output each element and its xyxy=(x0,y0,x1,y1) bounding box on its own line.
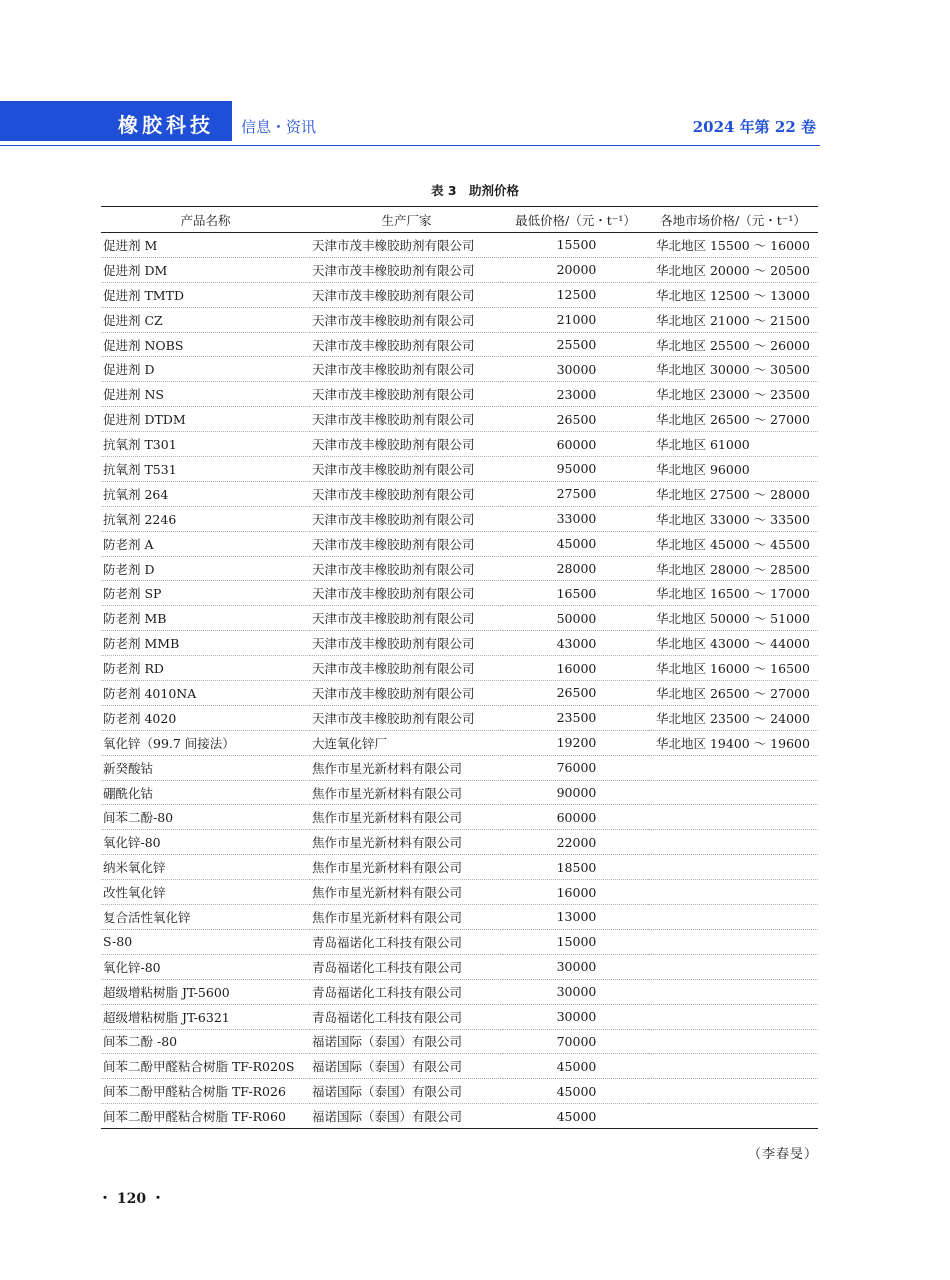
cell-market-price xyxy=(648,880,818,905)
cell-product-name: 防老剂 SP xyxy=(101,581,310,606)
table-row xyxy=(101,681,818,706)
cell-product-name: 防老剂 D xyxy=(101,556,310,581)
cell-product-name: 抗氧剂 2246 xyxy=(101,506,310,531)
cell-product-name: 防老剂 A xyxy=(101,531,310,556)
cell-min-price: 30000 xyxy=(503,1004,648,1029)
author-credit: （李春旻） xyxy=(747,1147,818,1162)
table-row xyxy=(101,954,818,979)
cell-market-price: 华北地区 23000 ～ 23500 xyxy=(648,382,818,407)
cell-product-name: 促进剂 TMTD xyxy=(101,282,310,307)
cell-market-price: 华北地区 16000 ～ 16500 xyxy=(648,656,818,681)
table-row xyxy=(101,656,818,681)
cell-manufacturer: 天津市茂丰橡胶助剂有限公司 xyxy=(310,307,503,332)
table-row xyxy=(101,407,818,432)
column-header-product: 产品名称 xyxy=(101,207,310,233)
cell-min-price: 21000 xyxy=(503,307,648,332)
cell-market-price xyxy=(648,954,818,979)
table-row xyxy=(101,307,818,332)
cell-manufacturer: 天津市茂丰橡胶助剂有限公司 xyxy=(310,681,503,706)
table-row xyxy=(101,556,818,581)
cell-product-name: 促进剂 NOBS xyxy=(101,332,310,357)
table-row xyxy=(101,830,818,855)
cell-product-name: 间苯二酚甲醛粘合树脂 TF-R020S xyxy=(101,1054,310,1079)
table-row xyxy=(101,880,818,905)
cell-manufacturer: 天津市茂丰橡胶助剂有限公司 xyxy=(310,556,503,581)
table-row xyxy=(101,705,818,730)
table-header-row xyxy=(101,207,818,233)
cell-market-price: 华北地区 12500 ～ 13000 xyxy=(648,282,818,307)
cell-manufacturer: 天津市茂丰橡胶助剂有限公司 xyxy=(310,382,503,407)
table-row xyxy=(101,805,818,830)
cell-market-price xyxy=(648,805,818,830)
cell-market-price xyxy=(648,855,818,880)
cell-market-price: 华北地区 23500 ～ 24000 xyxy=(648,705,818,730)
cell-manufacturer: 天津市茂丰橡胶助剂有限公司 xyxy=(310,457,503,482)
cell-product-name: 抗氧剂 T531 xyxy=(101,457,310,482)
cell-min-price: 25500 xyxy=(503,332,648,357)
cell-manufacturer: 福诺国际（泰国）有限公司 xyxy=(310,1104,503,1129)
table-row xyxy=(101,1054,818,1079)
section-label: 信息・资讯 xyxy=(241,118,317,136)
cell-market-price: 华北地区 33000 ～ 33500 xyxy=(648,506,818,531)
cell-min-price: 95000 xyxy=(503,457,648,482)
cell-market-price: 华北地区 15500 ～ 16000 xyxy=(648,233,818,258)
table-row xyxy=(101,730,818,755)
cell-min-price: 13000 xyxy=(503,905,648,930)
cell-market-price xyxy=(648,1079,818,1104)
cell-min-price: 18500 xyxy=(503,855,648,880)
cell-product-name: 复合活性氧化锌 xyxy=(101,905,310,930)
cell-manufacturer: 焦作市星光新材料有限公司 xyxy=(310,805,503,830)
cell-min-price: 20000 xyxy=(503,257,648,282)
table-row xyxy=(101,855,818,880)
cell-market-price: 华北地区 21000 ～ 21500 xyxy=(648,307,818,332)
cell-market-price: 华北地区 43000 ～ 44000 xyxy=(648,631,818,656)
cell-min-price: 50000 xyxy=(503,606,648,631)
cell-product-name: 抗氧剂 T301 xyxy=(101,432,310,457)
cell-manufacturer: 天津市茂丰橡胶助剂有限公司 xyxy=(310,407,503,432)
cell-min-price: 23500 xyxy=(503,705,648,730)
table-body xyxy=(101,233,818,1129)
cell-product-name: 防老剂 MMB xyxy=(101,631,310,656)
cell-market-price: 华北地区 16500 ～ 17000 xyxy=(648,581,818,606)
cell-min-price: 15500 xyxy=(503,233,648,258)
cell-product-name: 促进剂 NS xyxy=(101,382,310,407)
cell-manufacturer: 天津市茂丰橡胶助剂有限公司 xyxy=(310,531,503,556)
cell-min-price: 70000 xyxy=(503,1029,648,1054)
cell-manufacturer: 天津市茂丰橡胶助剂有限公司 xyxy=(310,631,503,656)
cell-min-price: 60000 xyxy=(503,805,648,830)
header-rule xyxy=(232,145,820,146)
table-row xyxy=(101,1004,818,1029)
cell-min-price: 43000 xyxy=(503,631,648,656)
table-row xyxy=(101,929,818,954)
table-row xyxy=(101,432,818,457)
cell-product-name: 促进剂 M xyxy=(101,233,310,258)
cell-market-price xyxy=(648,1104,818,1129)
cell-min-price: 23000 xyxy=(503,382,648,407)
cell-manufacturer: 天津市茂丰橡胶助剂有限公司 xyxy=(310,606,503,631)
cell-product-name: 氧化锌（99.7 间接法） xyxy=(101,730,310,755)
cell-manufacturer: 青岛福诺化工科技有限公司 xyxy=(310,979,503,1004)
cell-market-price: 华北地区 96000 xyxy=(648,457,818,482)
cell-manufacturer: 天津市茂丰橡胶助剂有限公司 xyxy=(310,432,503,457)
cell-market-price: 华北地区 50000 ～ 51000 xyxy=(648,606,818,631)
cell-manufacturer: 福诺国际（泰国）有限公司 xyxy=(310,1079,503,1104)
cell-min-price: 28000 xyxy=(503,556,648,581)
table-row xyxy=(101,506,818,531)
cell-product-name: 间苯二酚 -80 xyxy=(101,1029,310,1054)
cell-market-price: 华北地区 26500 ～ 27000 xyxy=(648,407,818,432)
cell-min-price: 19200 xyxy=(503,730,648,755)
table-row xyxy=(101,780,818,805)
table-row xyxy=(101,606,818,631)
cell-min-price: 16500 xyxy=(503,581,648,606)
cell-manufacturer: 天津市茂丰橡胶助剂有限公司 xyxy=(310,481,503,506)
cell-manufacturer: 焦作市星光新材料有限公司 xyxy=(310,780,503,805)
cell-product-name: 抗氧剂 264 xyxy=(101,481,310,506)
cell-min-price: 12500 xyxy=(503,282,648,307)
cell-product-name: 间苯二酚-80 xyxy=(101,805,310,830)
cell-market-price: 华北地区 25500 ～ 26000 xyxy=(648,332,818,357)
table-row xyxy=(101,1029,818,1054)
cell-manufacturer: 天津市茂丰橡胶助剂有限公司 xyxy=(310,581,503,606)
cell-min-price: 33000 xyxy=(503,506,648,531)
cell-product-name: 防老剂 MB xyxy=(101,606,310,631)
table-row xyxy=(101,357,818,382)
header-rule-left xyxy=(0,145,232,146)
cell-manufacturer: 天津市茂丰橡胶助剂有限公司 xyxy=(310,506,503,531)
cell-manufacturer: 天津市茂丰橡胶助剂有限公司 xyxy=(310,233,503,258)
cell-min-price: 27500 xyxy=(503,481,648,506)
cell-market-price: 华北地区 45000 ～ 45500 xyxy=(648,531,818,556)
cell-product-name: 防老剂 RD xyxy=(101,656,310,681)
cell-min-price: 45000 xyxy=(503,531,648,556)
cell-product-name: 促进剂 CZ xyxy=(101,307,310,332)
cell-min-price: 45000 xyxy=(503,1104,648,1129)
cell-min-price: 26500 xyxy=(503,407,648,432)
cell-product-name: 硼酰化钴 xyxy=(101,780,310,805)
cell-manufacturer: 焦作市星光新材料有限公司 xyxy=(310,855,503,880)
table-row xyxy=(101,1104,818,1129)
cell-market-price: 华北地区 28000 ～ 28500 xyxy=(648,556,818,581)
cell-min-price: 16000 xyxy=(503,880,648,905)
cell-manufacturer: 天津市茂丰橡胶助剂有限公司 xyxy=(310,257,503,282)
cell-manufacturer: 福诺国际（泰国）有限公司 xyxy=(310,1054,503,1079)
cell-market-price: 华北地区 27500 ～ 28000 xyxy=(648,481,818,506)
journal-name: 橡胶科技 xyxy=(118,113,214,137)
cell-product-name: 氧化锌-80 xyxy=(101,954,310,979)
cell-market-price xyxy=(648,979,818,1004)
table-row xyxy=(101,531,818,556)
cell-manufacturer: 天津市茂丰橡胶助剂有限公司 xyxy=(310,282,503,307)
cell-product-name: 促进剂 D xyxy=(101,357,310,382)
cell-manufacturer: 青岛福诺化工科技有限公司 xyxy=(310,1004,503,1029)
table-row xyxy=(101,979,818,1004)
cell-market-price xyxy=(648,1004,818,1029)
cell-product-name: S-80 xyxy=(101,929,310,954)
column-header-min-price: 最低价格/（元・t⁻¹） xyxy=(503,207,648,233)
cell-market-price: 华北地区 20000 ～ 20500 xyxy=(648,257,818,282)
cell-min-price: 45000 xyxy=(503,1054,648,1079)
cell-product-name: 新癸酸钴 xyxy=(101,755,310,780)
price-table xyxy=(101,206,818,1129)
cell-min-price: 26500 xyxy=(503,681,648,706)
cell-market-price: 华北地区 61000 xyxy=(648,432,818,457)
cell-product-name: 间苯二酚甲醛粘合树脂 TF-R060 xyxy=(101,1104,310,1129)
cell-manufacturer: 天津市茂丰橡胶助剂有限公司 xyxy=(310,332,503,357)
table-row xyxy=(101,905,818,930)
cell-manufacturer: 青岛福诺化工科技有限公司 xyxy=(310,929,503,954)
table-row xyxy=(101,233,818,258)
table-row xyxy=(101,1079,818,1104)
cell-manufacturer: 焦作市星光新材料有限公司 xyxy=(310,755,503,780)
cell-min-price: 16000 xyxy=(503,656,648,681)
cell-market-price xyxy=(648,929,818,954)
cell-min-price: 76000 xyxy=(503,755,648,780)
cell-min-price: 30000 xyxy=(503,979,648,1004)
cell-product-name: 超级增粘树脂 JT-6321 xyxy=(101,1004,310,1029)
cell-product-name: 纳米氧化锌 xyxy=(101,855,310,880)
cell-product-name: 氧化锌-80 xyxy=(101,830,310,855)
page-number: ・ 120 ・ xyxy=(98,1191,165,1207)
table-row xyxy=(101,257,818,282)
cell-market-price: 华北地区 26500 ～ 27000 xyxy=(648,681,818,706)
cell-manufacturer: 天津市茂丰橡胶助剂有限公司 xyxy=(310,705,503,730)
cell-manufacturer: 青岛福诺化工科技有限公司 xyxy=(310,954,503,979)
cell-min-price: 22000 xyxy=(503,830,648,855)
table-row xyxy=(101,481,818,506)
table-row xyxy=(101,755,818,780)
cell-market-price xyxy=(648,780,818,805)
cell-product-name: 改性氧化锌 xyxy=(101,880,310,905)
cell-manufacturer: 焦作市星光新材料有限公司 xyxy=(310,830,503,855)
table-row xyxy=(101,382,818,407)
table-row xyxy=(101,282,818,307)
table-row xyxy=(101,631,818,656)
table-row xyxy=(101,457,818,482)
column-header-market-price: 各地市场价格/（元・t⁻¹） xyxy=(648,207,818,233)
cell-product-name: 促进剂 DM xyxy=(101,257,310,282)
table-row xyxy=(101,581,818,606)
column-header-manufacturer: 生产厂家 xyxy=(310,207,503,233)
cell-min-price: 15000 xyxy=(503,929,648,954)
cell-market-price: 华北地区 30000 ～ 30500 xyxy=(648,357,818,382)
cell-min-price: 90000 xyxy=(503,780,648,805)
cell-market-price xyxy=(648,830,818,855)
cell-product-name: 超级增粘树脂 JT-5600 xyxy=(101,979,310,1004)
cell-market-price xyxy=(648,755,818,780)
cell-market-price xyxy=(648,1054,818,1079)
table-caption: 表 3 助剂价格 xyxy=(430,183,520,198)
cell-market-price xyxy=(648,905,818,930)
cell-manufacturer: 大连氧化锌厂 xyxy=(310,730,503,755)
cell-market-price: 华北地区 19400 ～ 19600 xyxy=(648,730,818,755)
cell-product-name: 间苯二酚甲醛粘合树脂 TF-R026 xyxy=(101,1079,310,1104)
volume-label: 2024 年第 22 卷 xyxy=(692,118,816,136)
table-row xyxy=(101,332,818,357)
cell-product-name: 防老剂 4020 xyxy=(101,705,310,730)
cell-manufacturer: 天津市茂丰橡胶助剂有限公司 xyxy=(310,656,503,681)
cell-min-price: 60000 xyxy=(503,432,648,457)
cell-min-price: 30000 xyxy=(503,357,648,382)
cell-min-price: 30000 xyxy=(503,954,648,979)
cell-market-price xyxy=(648,1029,818,1054)
cell-manufacturer: 福诺国际（泰国）有限公司 xyxy=(310,1029,503,1054)
cell-manufacturer: 天津市茂丰橡胶助剂有限公司 xyxy=(310,357,503,382)
cell-product-name: 促进剂 DTDM xyxy=(101,407,310,432)
cell-product-name: 防老剂 4010NA xyxy=(101,681,310,706)
cell-min-price: 45000 xyxy=(503,1079,648,1104)
cell-manufacturer: 焦作市星光新材料有限公司 xyxy=(310,880,503,905)
cell-manufacturer: 焦作市星光新材料有限公司 xyxy=(310,905,503,930)
